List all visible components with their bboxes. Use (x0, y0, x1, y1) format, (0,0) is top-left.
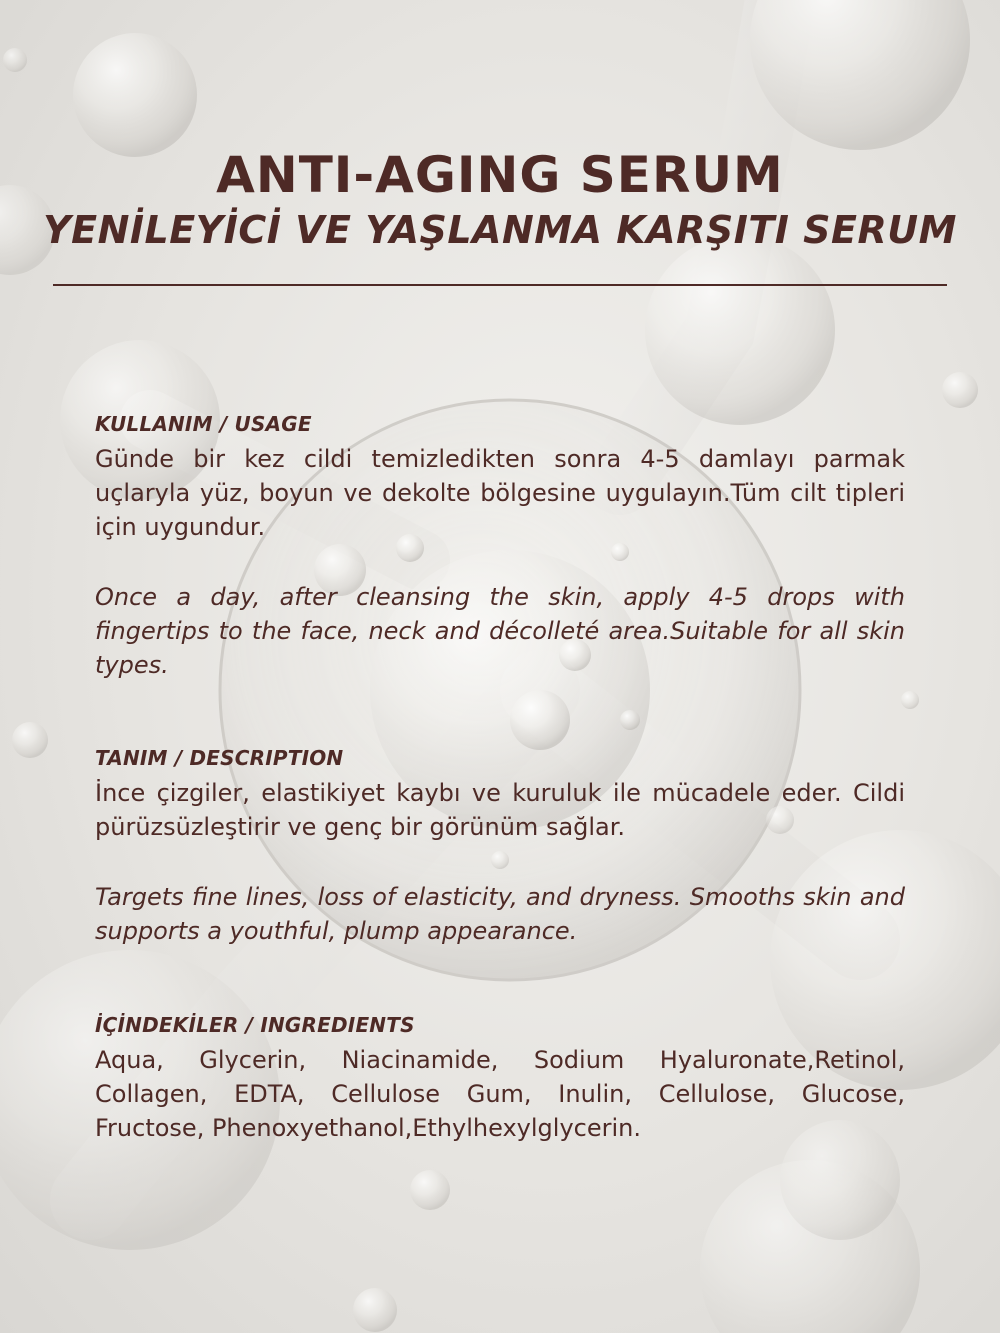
title-divider (53, 284, 947, 286)
ingredients-heading: İÇİNDEKİLER / INGREDIENTS (95, 1013, 415, 1037)
ingredients-section (95, 1013, 905, 1145)
description-heading: TANIM / DESCRIPTION (95, 746, 344, 770)
ingredients-text: Aqua, Glycerin, Niacinamide, Sodium Hyaluronate,Retinol, Collagen, EDTA, Cellulose Gum, Inulin, Cellulose, Glucose, Fructose, Phenoxyethanol,Ethylhexylglycerin. (95, 1046, 905, 1142)
usage-heading: KULLANIM / USAGE (95, 412, 312, 436)
description-section (95, 746, 905, 948)
usage-text-en: Once a day, after cleansing the skin, apply 4-5 drops with fingertips to the face, neck and décolleté area.Suitable for all skin types. (95, 583, 905, 679)
product-title: ANTI-AGING SERUM (216, 146, 784, 204)
description-text-en: Targets fine lines, loss of elasticity, and dryness. Smooths skin and supports a youthful, plump appearance. (95, 883, 905, 945)
usage-text-tr: Günde bir kez cildi temizledikten sonra 4-5 damlayı parmak uçlaryla yüz, boyun ve dekolte bölgesine uygulayın.Tüm cilt tipleri için uygundur. (95, 445, 905, 541)
description-text-tr: İnce çizgiler, elastikiyet kaybı ve kuruluk ile mücadele eder. Cildi pürüzsüzleştirir ve genç bir görünüm sağlar. (95, 779, 905, 841)
usage-section (95, 412, 905, 682)
product-subtitle: YENİLEYİCİ VE YAŞLANMA KARŞITI SERUM (43, 208, 957, 252)
